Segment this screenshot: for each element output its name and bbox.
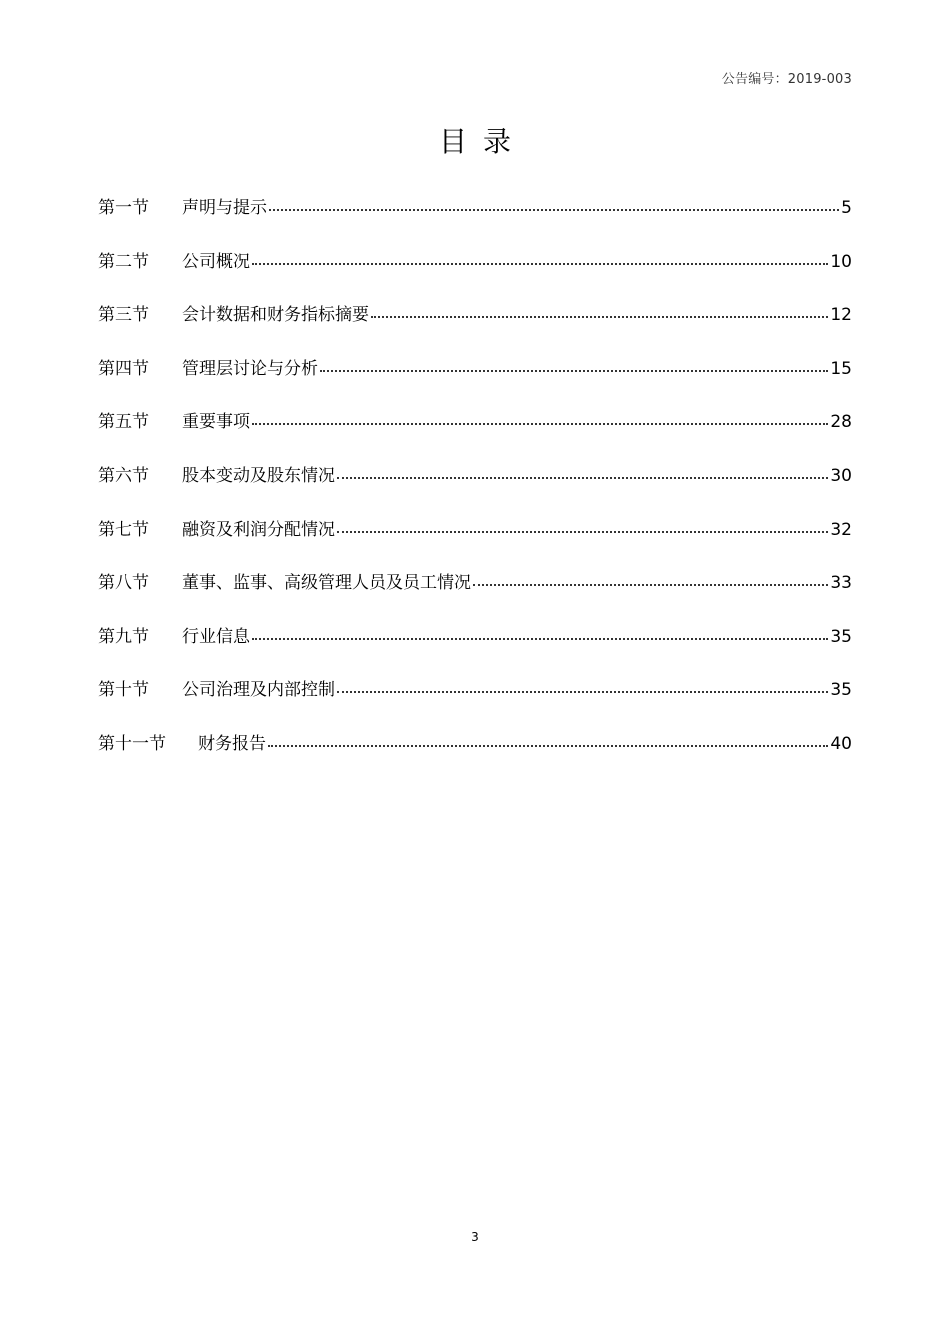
toc-entry-title: 管理层讨论与分析 <box>182 358 318 379</box>
toc-leader-dots <box>337 461 828 479</box>
toc-section-label: 第一节 <box>98 198 149 218</box>
toc-page-number: 40 <box>830 733 852 754</box>
toc-section-label: 第十节 <box>98 680 149 701</box>
toc-entry[interactable] <box>98 461 852 515</box>
toc-leader-dots <box>268 729 828 747</box>
toc-page-number: 32 <box>830 519 852 540</box>
toc-leader-dots <box>337 675 828 693</box>
toc-entry-title: 公司概况 <box>182 251 250 272</box>
toc-leader-dots <box>320 354 828 372</box>
toc-page-number: 35 <box>830 680 852 701</box>
toc-entry-title: 重要事项 <box>182 412 250 433</box>
toc-page-number: 28 <box>830 412 852 433</box>
toc-leader-dots <box>269 193 839 211</box>
toc-page-number: 35 <box>830 626 852 647</box>
toc-leader-dots <box>473 568 828 586</box>
toc-entry-title: 股本变动及股东情况 <box>182 465 335 486</box>
toc-page-number: 33 <box>830 573 852 594</box>
toc-page-number: 15 <box>830 358 852 379</box>
toc-leader-dots <box>371 300 828 318</box>
toc-leader-dots <box>252 407 828 425</box>
toc-section-label: 第八节 <box>98 573 149 594</box>
toc-section-label: 第四节 <box>98 358 149 379</box>
toc-entry[interactable] <box>98 622 852 676</box>
toc-title: 目录 <box>438 125 527 158</box>
toc-entry[interactable] <box>98 568 852 622</box>
toc-list <box>98 193 852 783</box>
toc-entry[interactable] <box>98 247 852 301</box>
toc-section-label: 第九节 <box>98 626 149 647</box>
toc-section-label: 第十一节 <box>98 733 166 754</box>
toc-page-number: 5 <box>841 198 852 218</box>
toc-page-number: 30 <box>830 465 852 486</box>
toc-entry[interactable] <box>98 300 852 354</box>
page-number: 3 <box>471 1230 479 1244</box>
toc-entry[interactable] <box>98 515 852 569</box>
toc-entry-title: 财务报告 <box>198 733 266 754</box>
toc-page-number: 12 <box>830 305 852 326</box>
toc-entry-title: 会计数据和财务指标摘要 <box>182 305 369 326</box>
toc-section-label: 第六节 <box>98 465 149 486</box>
toc-leader-dots <box>337 515 828 533</box>
toc-entry-title: 融资及利润分配情况 <box>182 519 335 540</box>
toc-section-label: 第五节 <box>98 412 149 433</box>
toc-section-label: 第二节 <box>98 251 149 272</box>
toc-section-label: 第三节 <box>98 305 149 326</box>
toc-entry[interactable] <box>98 675 852 729</box>
toc-leader-dots <box>252 247 828 265</box>
toc-entry[interactable] <box>98 729 852 783</box>
toc-leader-dots <box>252 622 828 640</box>
toc-section-label: 第七节 <box>98 519 149 540</box>
toc-entry-title: 行业信息 <box>182 626 250 647</box>
toc-page-number: 10 <box>830 251 852 272</box>
toc-entry-title: 公司治理及内部控制 <box>182 680 335 701</box>
toc-entry-title: 董事、监事、高级管理人员及员工情况 <box>182 573 471 594</box>
toc-entry-title: 声明与提示 <box>182 198 267 218</box>
toc-entry[interactable] <box>98 193 852 247</box>
toc-entry[interactable] <box>98 354 852 408</box>
toc-entry[interactable] <box>98 407 852 461</box>
announcement-number: 公告编号：2019-003 <box>721 72 852 87</box>
